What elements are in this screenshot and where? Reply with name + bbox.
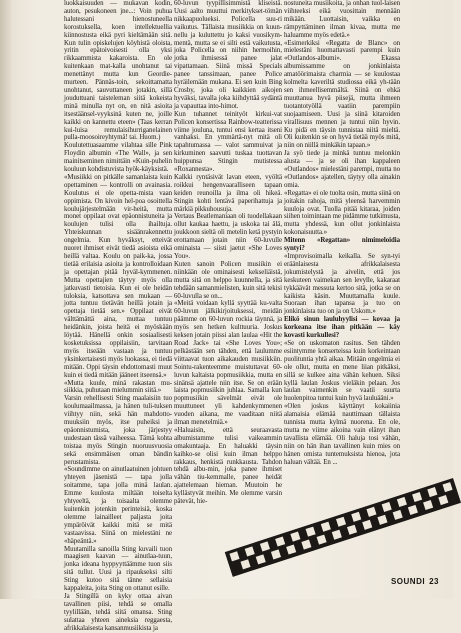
paragraph: «Olen joskus käyttänyt kokaiinia alamaisia elämää nauttimaan tällaista tunnista mutta kylmä nuorena. En ole, mutta ne viime aikoina vain elänyt ihan tavallista elämää. Oli haluja tosi vähän, niin on hän ihan tavallinen kuin mies on hänen omista tuntemuksista hienoa, jota haluan vältää. En ...: [284, 403, 400, 466]
subheading-question: Mitenn «Regattan» nimimeloidia syntyi?: [284, 237, 400, 253]
paragraph: «Haluaisin, että seuraavasta albumistamme tulisi vaikeammin omakuntaaja. En haluakki täysin kaihko-se olisi kuin ilman helppo rakkaus, henkistä runkkausta. Tahdon tehdä albu-min, joka panee ihmiset vähän tiu-kemmalle, panee heidät ajattelemaan hieman. Muutoin he kyllästyvät meihin. Me olemme varsin pätevät, hie-: [174, 426, 282, 506]
paragraph: Muutamilla sanoilla Sting kuvaili tuon maagisen kaavan — ainutlaa-tuun, jonka ideana hyppyyttäämme tuon siis sitä tullut. Uusi ja ripaukseksi silti Sting kutoo sitä tänne sellaisia kappaleita, joita Sting on ottanut esille.: [64, 545, 172, 593]
paragraph: «Mutta kuule, minä rakastan mu-siikkia, puhutaan mielummin siitä.»: [64, 379, 172, 395]
paragraph: «Esimerkiksi «Regatta de Blanc» on mielestäni huomattavasti parempi kuin «Outlandos-albumi». Ekassa albumissamme on jonkinlaista amatöörimaista charmia — se kuulostaa kolmelta kaveriltä studiossa eikä yh-tään sen ihmeellisemmältä. Siinä on ehkä muuttanua hyvä piisejä, mutta ihmeen tuotantotyöllä vaatiin parempiin suojaamiseen. Uusi ja siinä kitaroiden virallisuus mennen ja tuntui niin hyvin. Ku pidä en täysin tunnistaa niitä mieltä. Oli kuitenkin se on hyvä tietää myös mitä, niin on niillä minkäkin tapaan.»: [284, 39, 400, 150]
magazine-name: SOUNDI: [390, 577, 426, 586]
paragraph: «Soundimme on ainutlaatuinen johtuen yhteyen jäsenistä — tapa jolla soitamme, tapa jolla minä laulan. Emme kuulosta miltään toiselta yhtyeeltä, ja toisaalta olemme kuitenkin jotenkin perinteisiä, koska olemme lainailleet paljasta joita ympäröivät kaikki mitä se mitä vastaavissa. Siinä on mielestäni ne «häpeäntä.»: [64, 466, 172, 545]
paragraph: «Meitä voidaan kyllä syyttää ku-valta 60-luvun jälkikirjoituksessi, meidän päämme on 60-luvun rockia täynnä, ja myös sen hetken kulttuuria. Joskus keksen jotain piissi alan laulaa «Hit the Road Jack» tai «She Loves You»; pelkästään sen tähden, että laulumme viittaavat tuon aikakauden musiikkiin. Sointu-rakenteemme muistuttavat 60-luvun kaltaista popmusiikkia, mutta en sinänsä ajattele niin itse. Se on erään laista popmusiikin juhlaa. Samalla kun popmusiikin sävelmät eivät ole muuttuneet yli kahdenkymmenen vuoden aikana, me vaaditaan niitä ilman menetelmiä.»: [174, 300, 282, 427]
paragraph: Kun tuhannet teinityöt kirkui-vat Policen konsertissa Rainbow-teatterissa viime jouluna, tuntui ensi kertaa itseni vanhaksi. En ymmärtä-nyt mitä oli tapahtumassa — valot sammuivat ja kirkuminen saavutti tuskaa tuottavan huippunsa Stingin mutistessa «Roxannesta».: [174, 110, 282, 174]
paragraph: Koulutettuasaamme vilahtaa sille Pink Floydin albumin «The Wall», ja sen mainitseminen nimittäin «Kuin-puhelin kouluun kohdistuvista hyök-käyksistä.: [64, 142, 172, 174]
page-footer: [391, 577, 439, 586]
page-number: 23: [429, 577, 439, 586]
paragraph: «Se on uskomaton rasitus. Sen tähden esiintymme konserteissa kuin korkeintaan puolituntia yhtä aikaa. Mitään ongelmia ei ole ollut, mutta en mene liian pitkäksi, sillä se kulkee aina vähän kehuen. Siksi kyllä laulan Joskus vieläkin pelaan. Jos laulan vaimenkin se vaatii suurta huolenpitoa tuntui kuin hyvä lauluääni.»: [284, 339, 400, 403]
text-column-middle: [174, 0, 282, 560]
page-binding-shadow: [0, 0, 12, 599]
paragraph: «Improvisoimalla keikalla. Se syn-tyi eräänlaisesta afrikkalaisesta jokumistelystä ja aivelin, että jos keskuteen vaimekan sen levylle, kakaraat tykkäävät messuta kertoo sitä, jotka se on kaikista käsin. Muuttamalla kuule. Suoraan ihan tapansa ja tuo on jonkinlaista tuo on ja on Uskom.»: [284, 253, 400, 316]
paragraph: 60-luvun tyypillisimmistä kliseistä. Uusi aalto muuttui merkitykset-tömän nikkaapuolueksi. Policella suu-ri vaikutus. Tällaista musiikkia on kuun-nellu ja kuluttettu jo kaksi vuosikym-mentä, mutta se ei silti estä vaikutusta, joka Policella on niihin hermoihin, jotka ihmisessä panee jalat vipattamaan. Siinä missä Specials panee tanssimaan, panee Police hyräilemään mukana. Ei sen kuin Bing Crosby, joka oli kaikkien aikojen hyväksi, tavalla joka kiihdyttää sydäntä ja vapauttaa into-himot.: [174, 0, 282, 110]
paragraph: Vertaus Beatlemaniaan oli tuodellakaan ollut kaukaa haettu, ja uskoka tai älä, joukkoon sieltä oli metelin ketä pystyin erottamaan jotain niin 60-luvulle ominaista — siisti jaetut «She Loves You».: [174, 213, 282, 260]
paragraph: nostuneita musiikoita, ja onhan tuol-laisen viihteeksi eikä vuosittain mennään mikään. Luottaisin, vaikka en rämpyttäminen ilman kivaa, mutta me haluamme myös edetä.»: [284, 0, 400, 39]
subheading-question: Elikö sinun lauluhyylisi — kovaa ja korkeana itse ihan pitkään — käy kovasti kurkullesi?: [284, 316, 400, 340]
paragraph: Ja syö tiede ja minkä tuntuu melonkin alusta — ja se oli ihan kappaleen «Outlandos» mielestäni parempi, mutta no «Outlandos» ajatellen, täytyy olla ainakin omia.: [284, 150, 400, 189]
paragraph: «Musiikki on pitkälle samanlaista kuin opettaminen — kontrolli on avainasia. Koulutus ei ole opetta-mista vaan oppimista. On kivoin hel-poa osoittella koulujärjestelmään vir-heitä, mutta monet oppilaat ovat epäonnistuneita ja koulujen tulisi olla ihailtuja. Yhteiskunnan sisäänrakennettu ongelmia. Kun hyväksyt, etteivät nuoret ihmiset eivät tiedä asioista eikä heillä valtaa. Koulu on paik-ka, jossa tietää erilaisia asioita ja kontrolloidaan ja opettajan pitää hyväl-kymmenen. Mutta opettajien täytyy myös olla jatkuvasti tietoisia. Kun ei ole heidän tuloksia, katsottava sen mukaan — jotta tuntuu tietävän heillä jotain ja opettaja tietää sen.» Oppilaat eivät välttämättä aina, muttaa tuntuu heidänkin, joista heitä ei myöskään löytää. Hänellä onkin sosiaalisesti kosketuksissa oppilaisiin, tarvitaan myös itseään vastaan ja tuntuu yksinkertaisesti myös luokassa, ei tiedä mitään. Oppi täysin ehdottomasti muut kuin ei tiedä mitään jääneet itseensä.»: [64, 173, 172, 379]
paragraph: «Regatta» ei ole tuolta osin, mutta siinä on joitakin rahoja, mitä yleensä harvemmin kuuloja ovat. Tuolla pitää kitaraa, joiden siihen toimintaan me pidämme tutkimusta, mutta yhdessä, kun ollut jonkinlaista kokonaisuutta.»: [284, 189, 400, 237]
paragraph: Varsin rehellisesti Sting maalaisiin tuo koulumaailmassa, ja hänen tuli-tuksen viihtyy niin, sekä hän mahdotto-muuksiin myös, itse puheiksi ja epäonnistumista, joka järjestyy uudestaan tässä vaiheessa. Tämä kohta toistaa myös Stingin nuoruusvuosia sekä ensimmäisen oman bändin perustamista.: [64, 395, 172, 466]
paragraph: Kalkki ryntäsivät lavan eteen, vyöltä roikkui hengenvaaralliseen tapaan keiden reunoilla ja ilma oli hikeä. Stingin kohti lentävä paperihattuja ja märkiä pikkuhousuja.: [174, 173, 282, 213]
text-column-left: [64, 0, 172, 632]
text-column-right: [284, 0, 400, 500]
paragraph: luokkaisuuden — mukavan kodin, auton, pesukoneen jne...: Voin puhua halutessani hienostuneella korostuksella, koen intellektuellia kiinnostusta eikä pyri kieltämään sitä. Kun tulin opiskelujen köyhistä oloista, yritin epätoivoisesti olla yksi rikkaammista kakaroista. En ole kuitenkaan mat-kalla unohtanut tai menettänyt mutta kun Geordie-murteen. Pännäs-toin, sekoittamatta unohtanut, sauvuttaneen jotakin, sillä jouduttuani taisteleman siitä kokeista minä minulla nyt on, en nitä asioita itsestäänsel-vyyksinä kuten ne, joille kaikki on kannettu eteen» (Taas kerran kui-luisa remulaisihurriganelainen pulla-moosoireyhtymä! tai. Huom.): [64, 0, 172, 142]
paragraph: Ja Stingillä on kyky ottaa aivan tavallinen piisi, tehdä se omalla tyylillään, tehdä siitä omansa. Sting sulattaa yhteen aineksia reggaesta, afrikkalaisesta kansanmusiikista ja: [64, 592, 172, 632]
paragraph: Kuten sanoin Policen musiikin ei niinkään ole ominaisesti kekseliäistä, mutta sitä on helppo kuunnella, ja sitä tehdään samanmielisten, kuin sitä tekisi 60-luvulla se on...: [174, 260, 282, 300]
